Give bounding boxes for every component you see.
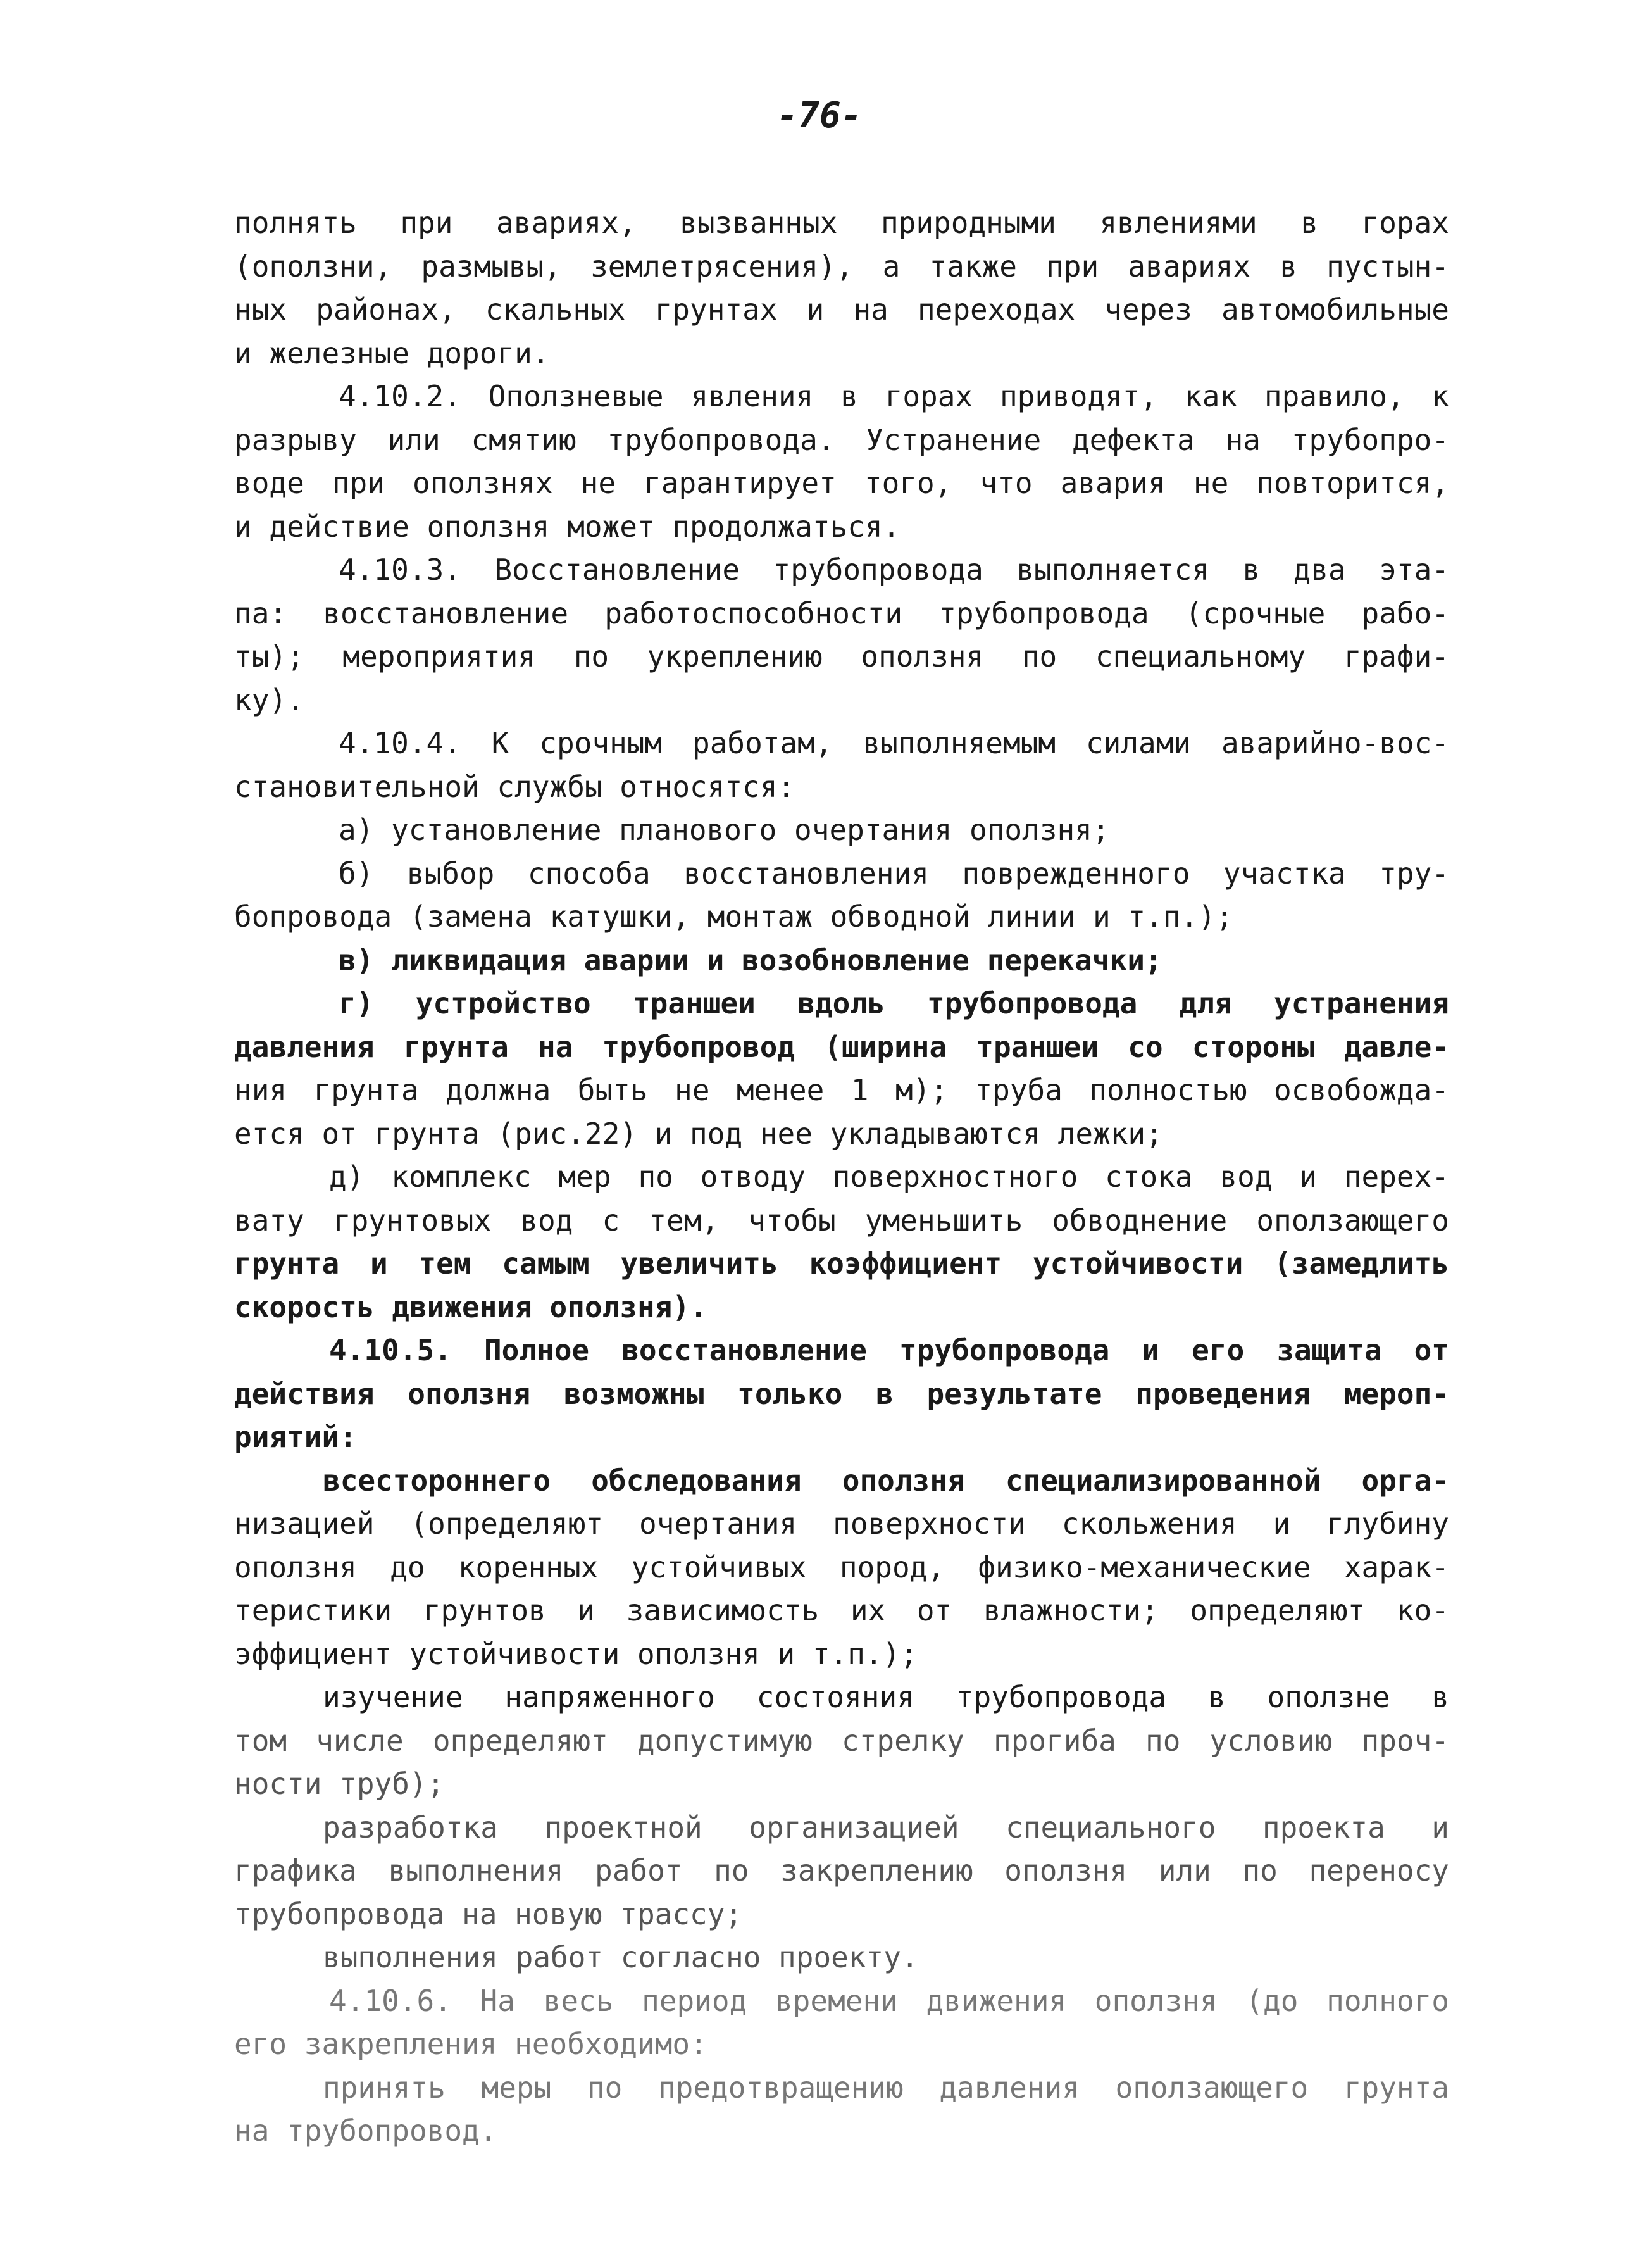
text-line: низацией (определяют очертания поверхности скольжения и глубину — [234, 1507, 1449, 1541]
list-item-b: б) выбор способа восстановления поврежденного участка тру- — [339, 856, 1449, 891]
text-line: ных районах, скальных грунтах и на переходах через автомобильные — [234, 292, 1449, 327]
text-line: теристики грунтов и зависимость их от влажности; определяют ко- — [234, 1593, 1449, 1627]
text-line: и действие оползня может продолжаться. — [234, 509, 901, 544]
text-line: риятий: — [234, 1420, 357, 1454]
text-line: оползня до коренных устойчивых пород, физико-механические харак- — [234, 1550, 1449, 1584]
text-line: том числе определяют допустимую стрелку прогиба по условию проч- — [234, 1723, 1449, 1758]
text-line: действия оползня возможны только в результате проведения мероп- — [234, 1376, 1449, 1411]
text-line: полнять при авариях, вызванных природными явлениями в горах — [234, 206, 1449, 240]
text-line: (оползни, размывы, землетрясения), а также при авариях в пустын- — [234, 249, 1449, 284]
text-line: трубопровода на новую трассу; — [234, 1896, 743, 1931]
text-line: ты); мероприятия по укреплению оползня по специальному графи- — [234, 639, 1449, 674]
document-body — [234, 201, 1449, 2153]
text-line: его закрепления необходимо: — [234, 2027, 707, 2061]
text-line: эффициент устойчивости оползня и т.п.); — [234, 1636, 918, 1671]
paragraph-start-line: 4.10.4. К срочным работам, выполняемым силами аварийно-вос- — [339, 726, 1449, 760]
text-line: па: восстановление работоспособности трубопровода (срочные рабо- — [234, 596, 1449, 630]
text-line: на трубопровод. — [234, 2114, 497, 2148]
text-line: и железные дороги. — [234, 335, 550, 370]
list-item-v: в) ликвидация аварии и возобновление перекачки; — [339, 943, 1162, 977]
page-number: -76- — [776, 95, 863, 136]
text-line: становительной службы относятся: — [234, 769, 795, 804]
text-line: графика выполнения работ по закреплению оползня или по переносу — [234, 1853, 1449, 1888]
paragraph-start-line: 4.10.5. Полное восстановление трубопровода и его защита от — [329, 1333, 1449, 1367]
text-line: ния грунта должна быть не менее 1 м); труба полностью освобожда- — [234, 1073, 1449, 1107]
measure-item: выполнения работ согласно проекту. — [323, 1940, 919, 1974]
measure-item: принять меры по предотвращению давления оползающего грунта — [323, 2070, 1449, 2105]
text-line: ется от грунта (рис.22) и под нее укладываются лежки; — [234, 1116, 1163, 1151]
text-line: скорость движения оползня). — [234, 1289, 707, 1324]
measure-item: разработка проектной организацией специального проекта и — [323, 1810, 1449, 1845]
text-line: бопровода (замена катушки, монтаж обводной линии и т.п.); — [234, 899, 1233, 934]
paragraph-start-line: 4.10.6. На весь период времени движения оползня (до полного — [329, 1983, 1449, 2018]
text-line: ности труб); — [234, 1767, 445, 1801]
text-line: разрыву или смятию трубопровода. Устранение дефекта на трубопро- — [234, 422, 1449, 457]
paragraph-start-line: 4.10.3. Восстановление трубопровода выполняется в два эта- — [339, 553, 1449, 587]
text-line: давления грунта на трубопровод (ширина траншеи со стороны давле- — [234, 1029, 1449, 1064]
list-item-g: г) устройство траншеи вдоль трубопровода для устранения — [339, 986, 1449, 1020]
measure-item: изучение напряженного состояния трубопровода в оползне в — [323, 1680, 1449, 1714]
measure-item: всестороннего обследования оползня специализированной орга- — [323, 1463, 1449, 1498]
list-item-d: д) комплекс мер по отводу поверхностного стока вод и перех- — [329, 1160, 1449, 1194]
text-line: грунта и тем самым увеличить коэффициент устойчивости (замедлить — [234, 1246, 1449, 1281]
paragraph-start-line: 4.10.2. Оползневые явления в горах приводят, как правило, к — [339, 379, 1449, 413]
list-item-a: а) установление планового очертания оползня; — [339, 813, 1110, 847]
text-line: воде при оползнях не гарантирует того, что авария не повторится, — [234, 466, 1449, 500]
text-line: ку). — [234, 682, 304, 717]
text-line: вату грунтовых вод с тем, чтобы уменьшить обводнение оползающего — [234, 1203, 1449, 1237]
